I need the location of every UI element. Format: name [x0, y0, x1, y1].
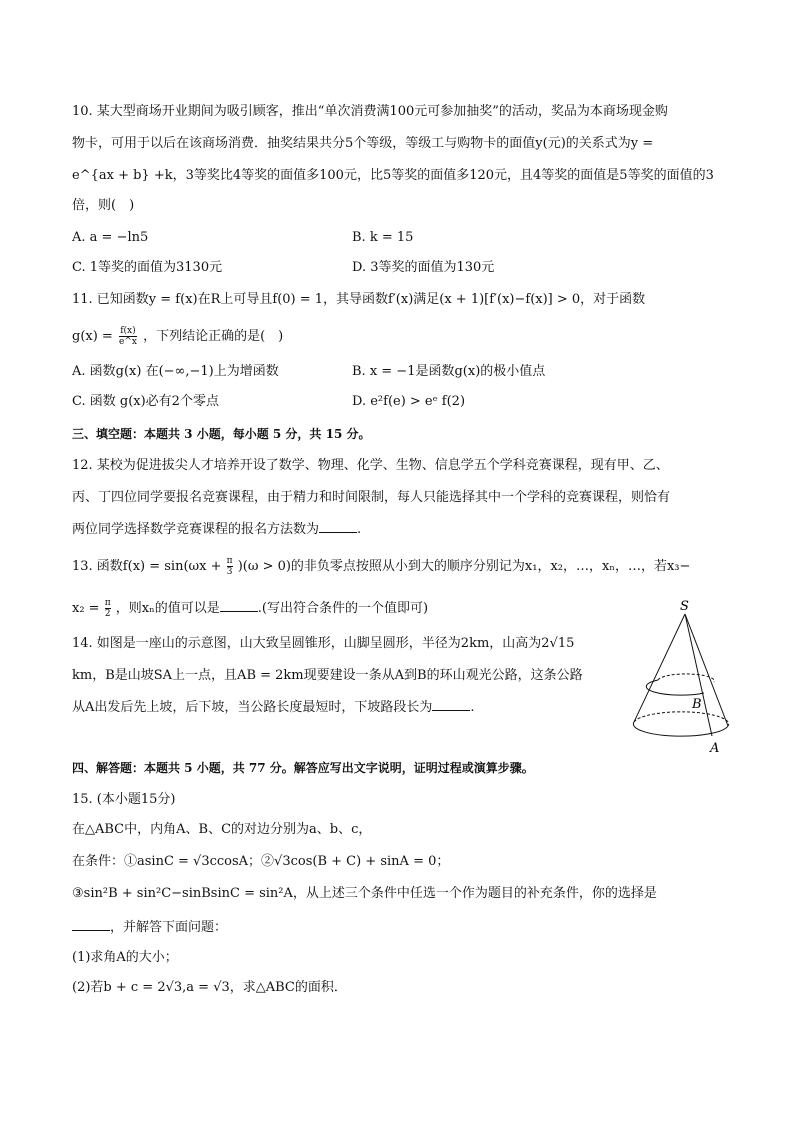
- q11-g-def: g(x) =: [72, 329, 113, 344]
- cone-label-s: S: [680, 599, 689, 614]
- q11-fraction-num: f(x): [120, 326, 136, 336]
- q12-line3: [72, 520, 361, 538]
- q13-fraction: [227, 556, 233, 577]
- q14-answer-blank: [432, 698, 470, 711]
- cone-left-edge: [634, 614, 685, 722]
- section-4-heading: 四、解答题：本题共 5 小题，共 77 分。解答应写出文字说明，证明过程或演算步骤。: [72, 761, 534, 775]
- q11-option-c: C. 函数 g(x)必有2个零点: [72, 394, 219, 409]
- q15-line5: [72, 918, 227, 936]
- q11-question-tail: ，下列结论正确的是( ): [143, 329, 284, 344]
- q14-line3-end: .: [470, 700, 475, 715]
- q11-option-d: D. e²f(e) > eᵉ f(2): [352, 394, 466, 409]
- q13-line2: [72, 598, 428, 619]
- q12-line3-text: 两位同学选择数学竞赛课程的报名方法数为: [72, 522, 320, 537]
- q13-line2-c: .(写出符合条件的一个值即可): [257, 601, 429, 616]
- q15-line2: 在△ABC中，内角A、B、C的对边分别为a、b、c，: [72, 822, 372, 837]
- q10-line1: 10. 某大型商场开业期间为吸引顾客，推出“单次消费满100元可参加抽奖”的活动，奖品为本商场现金购: [72, 104, 668, 119]
- q13-line1: [72, 556, 690, 577]
- q15-line4: ③sin²B + sin²C−sinBsinC = sin²A，从上述三个条件中任选一个作为题目的补充条件，你的选择是: [72, 886, 657, 901]
- q10-line3: e^{ax + b} +k，3等奖比4等奖的面值多100元，比5等奖的面值多120元，且4等奖的面值是5等奖的面值的3: [72, 168, 714, 183]
- cone-label-b: B: [692, 697, 702, 712]
- q11-line1: 11. 已知函数y = f(x)在R上可导且f(0) = 1，其导函数f′(x)满足(x + 1)[f′(x)−f(x)] > 0，对于函数: [72, 292, 646, 307]
- cone-label-a: A: [710, 741, 720, 754]
- cone-path-front: [646, 680, 704, 695]
- q12-line1: 12. 某校为促进拔尖人才培养开设了数学、物理、化学、生物、信息学五个学科竞赛课程，现有甲、乙、: [72, 458, 669, 473]
- q13-fraction-den: 3: [226, 567, 233, 577]
- q14-line3: [72, 698, 475, 716]
- q12-line2: 丙、丁四位同学要报名竞赛课程，由于精力和时间限制，每人只能选择其中一个学科的竞赛课程，则恰有: [72, 490, 671, 505]
- cone-path-back: [658, 674, 714, 682]
- q13-answer-blank: [220, 599, 258, 612]
- q10-line4: 倍，则( ): [72, 198, 135, 213]
- q15-line5-text: ，并解答下面问题：: [110, 920, 228, 935]
- cone-base-back: [634, 712, 729, 726]
- q12-answer-blank: [319, 520, 357, 533]
- q12-line3-end: .: [357, 522, 362, 537]
- q13-line2-b: ，则xₙ的值可以是: [115, 601, 220, 616]
- q10-option-a: A. a = −ln5: [72, 230, 149, 245]
- q15-part1: (1)求角A的大小；: [72, 950, 178, 965]
- q10-option-c: C. 1等奖的面值为3130元: [72, 260, 223, 275]
- q14-line2: km，B是山坡SA上一点，且AB = 2km现要建设一条从A到B的环山观光公路，这条公路: [72, 668, 583, 683]
- section-3-heading: 三、填空题：本题共 3 小题，每小题 5 分，共 15 分。: [72, 427, 371, 441]
- q13-line1-b: )(ω > 0)的非负零点按照从小到大的顺序分别记为x₁，x₂，…，xₙ，…，若x₃−: [237, 559, 691, 574]
- q11-option-b: B. x = −1是函数g(x)的极小值点: [352, 364, 546, 379]
- q11-fraction: [119, 326, 137, 347]
- q11-option-a: A. 函数g(x) 在(−∞,−1)上为增函数: [72, 364, 279, 379]
- q10-option-d: D. 3等奖的面值为130元: [352, 260, 495, 275]
- q10-option-b: B. k = 15: [352, 230, 414, 245]
- q13-fraction-2: [105, 598, 111, 619]
- q15-answer-blank: [72, 918, 110, 931]
- q14-line1: 14. 如图是一座山的示意图，山大致呈圆锥形，山脚呈圆形，半径为2km，山高为2√15: [72, 636, 575, 651]
- q15-line1: 15. (本小题15分): [72, 792, 176, 807]
- q11-fraction-den: e^x: [118, 337, 137, 347]
- q13-fraction-2-num: π: [104, 598, 111, 608]
- q14-line3-text: 从A出发后先上坡，后下坡，当公路长度最短时，下坡路段长为: [72, 700, 433, 715]
- q13-fraction-num: π: [226, 556, 233, 566]
- q11-line2: [72, 326, 283, 347]
- cone-diagram: [628, 596, 738, 754]
- q10-line2: 物卡，可用于以后在该商场消费．抽奖结果共分5个等级，等级工与购物卡的面值y(元)的关系式为y =: [72, 136, 654, 151]
- q13-line2-a: x₂ =: [72, 601, 100, 616]
- q13-fraction-2-den: 2: [104, 609, 111, 619]
- q13-line1-a: 13. 函数f(x) = sin(ωx +: [72, 559, 222, 574]
- cone-base-front: [633, 722, 728, 736]
- q15-part2: (2)若b + c = 2√3,a = √3，求△ABC的面积．: [72, 980, 347, 995]
- q15-line3: 在条件：①asinC = √3ccosA；②√3cos(B + C) + sinA = 0；: [72, 854, 450, 869]
